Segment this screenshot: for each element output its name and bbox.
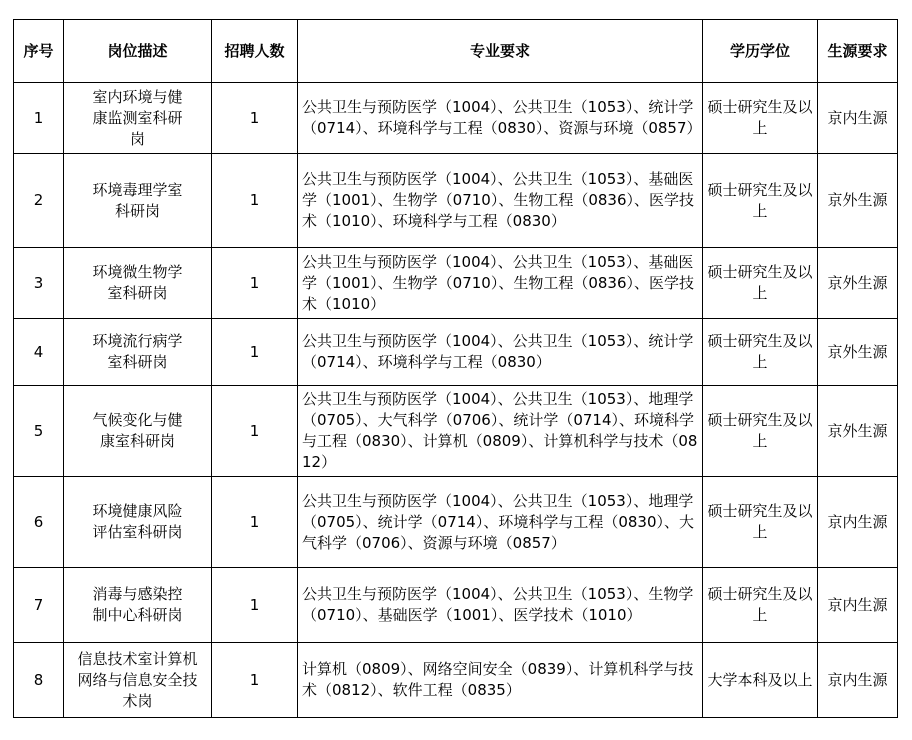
cell-count: 1 (212, 568, 298, 643)
cell-degree: 硕士研究生及以上 (703, 477, 818, 568)
cell-major: 公共卫生与预防医学（1004）、公共卫生（1053）、地理学（0705）、大气科学（0706）、统计学（0714）、环境科学与工程（0830）、计算机（0809）、计算机科学与技术（0812） (298, 386, 703, 477)
cell-count: 1 (212, 154, 298, 248)
cell-major: 公共卫生与预防医学（1004）、公共卫生（1053）、基础医学（1001）、生物学（0710）、生物工程（0836）、医学技术（1010）、环境科学与工程（0830） (298, 154, 703, 248)
cell-count: 1 (212, 319, 298, 386)
cell-position: 气候变化与健康室科研岗 (64, 386, 212, 477)
cell-major: 公共卫生与预防医学（1004）、公共卫生（1053）、统计学（0714）、环境科学与工程（0830） (298, 319, 703, 386)
table-row (14, 386, 898, 477)
cell-degree: 硕士研究生及以上 (703, 319, 818, 386)
cell-degree: 硕士研究生及以上 (703, 154, 818, 248)
header-degree: 学历学位 (703, 20, 818, 83)
cell-no: 3 (14, 248, 64, 319)
cell-degree: 硕士研究生及以上 (703, 83, 818, 154)
cell-position: 信息技术室计算机网络与信息安全技术岗 (64, 643, 212, 718)
table-row (14, 319, 898, 386)
cell-count: 1 (212, 248, 298, 319)
cell-major: 公共卫生与预防医学（1004）、公共卫生（1053）、地理学（0705）、统计学（0714）、环境科学与工程（0830）、大气科学（0706）、资源与环境（0857） (298, 477, 703, 568)
table-row (14, 248, 898, 319)
cell-degree: 硕士研究生及以上 (703, 568, 818, 643)
cell-origin: 京内生源 (818, 568, 898, 643)
cell-major: 公共卫生与预防医学（1004）、公共卫生（1053）、统计学（0714）、环境科学与工程（0830）、资源与环境（0857） (298, 83, 703, 154)
cell-position: 消毒与感染控制中心科研岗 (64, 568, 212, 643)
cell-no: 7 (14, 568, 64, 643)
cell-no: 6 (14, 477, 64, 568)
table-row (14, 477, 898, 568)
cell-no: 4 (14, 319, 64, 386)
cell-no: 1 (14, 83, 64, 154)
cell-position: 环境流行病学室科研岗 (64, 319, 212, 386)
cell-origin: 京外生源 (818, 319, 898, 386)
recruitment-table (13, 19, 898, 718)
cell-count: 1 (212, 386, 298, 477)
cell-no: 2 (14, 154, 64, 248)
cell-count: 1 (212, 477, 298, 568)
header-no: 序号 (14, 20, 64, 83)
cell-position: 环境毒理学室科研岗 (64, 154, 212, 248)
table-row (14, 154, 898, 248)
table-row (14, 83, 898, 154)
table-header-row (14, 20, 898, 83)
header-origin: 生源要求 (818, 20, 898, 83)
cell-origin: 京外生源 (818, 154, 898, 248)
cell-degree: 硕士研究生及以上 (703, 386, 818, 477)
cell-position: 环境微生物学室科研岗 (64, 248, 212, 319)
cell-origin: 京内生源 (818, 83, 898, 154)
cell-major: 计算机（0809）、网络空间安全（0839）、计算机科学与技术（0812）、软件工程（0835） (298, 643, 703, 718)
cell-origin: 京外生源 (818, 248, 898, 319)
cell-origin: 京内生源 (818, 643, 898, 718)
cell-major: 公共卫生与预防医学（1004）、公共卫生（1053）、基础医学（1001）、生物学（0710）、生物工程（0836）、医学技术（1010） (298, 248, 703, 319)
cell-origin: 京内生源 (818, 477, 898, 568)
header-count: 招聘人数 (212, 20, 298, 83)
cell-major: 公共卫生与预防医学（1004）、公共卫生（1053）、生物学（0710）、基础医学（1001）、医学技术（1010） (298, 568, 703, 643)
table-row (14, 568, 898, 643)
cell-no: 5 (14, 386, 64, 477)
cell-origin: 京外生源 (818, 386, 898, 477)
cell-position: 环境健康风险评估室科研岗 (64, 477, 212, 568)
cell-no: 8 (14, 643, 64, 718)
header-major: 专业要求 (298, 20, 703, 83)
cell-degree: 大学本科及以上 (703, 643, 818, 718)
cell-count: 1 (212, 83, 298, 154)
table-row (14, 643, 898, 718)
cell-degree: 硕士研究生及以上 (703, 248, 818, 319)
cell-count: 1 (212, 643, 298, 718)
header-position: 岗位描述 (64, 20, 212, 83)
cell-position: 室内环境与健康监测室科研岗 (64, 83, 212, 154)
